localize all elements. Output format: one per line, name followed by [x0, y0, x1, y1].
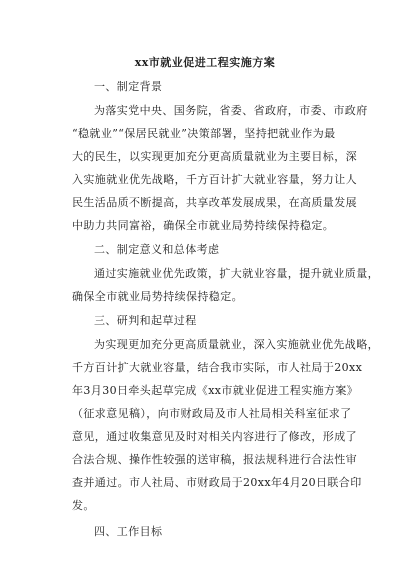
- section-heading-1: 一、制定背景: [94, 80, 163, 93]
- paragraph-line: 合法合规、操作性较强的送审稿，报法规科进行合法性审: [72, 453, 357, 466]
- paragraph-line: 民生活品质不断提高，共享改革发展成果，在高质量发展: [72, 196, 357, 209]
- paragraph-line: 为落实党中央、国务院，省委、省政府，市委、市政府: [94, 104, 368, 117]
- paragraph-line: 千方百计扩大就业容量，结合我市实际，市人社局于20xx: [72, 361, 363, 374]
- paragraph-line: 确保全市就业局势持续保持稳定。: [72, 290, 243, 303]
- paragraph-line: 中助力共同富裕，确保全市就业局势持续保持稳定。: [72, 219, 335, 232]
- paragraph-line: 发。: [72, 499, 95, 512]
- paragraph-line: 入实施就业优先战略，千方百计扩大就业容量，努力让人: [72, 173, 357, 186]
- section-heading-2: 二、制定意义和总体考虑: [94, 243, 220, 256]
- paragraph-line: （征求意见稿），向市财政局及市人社局相关科室征求了: [72, 407, 352, 420]
- paragraph-line: 意见，通过收集意见及时对相关内容进行了修改，形成了: [72, 430, 357, 443]
- paragraph-line: 年3月30日牵头起草完成《xx市就业促进工程实施方案》: [72, 384, 359, 397]
- section-heading-4: 四、工作目标: [94, 525, 163, 538]
- paragraph-line: 查并通过。市人社局、市财政局于20xx年4月20日联合印: [72, 476, 362, 489]
- document-title: xx市就业促进工程实施方案: [134, 56, 276, 69]
- paragraph-line: 通过实施就业优先政策，扩大就业容量，提升就业质量，: [94, 267, 379, 280]
- paragraph-line: 大的民生，以实现更加充分更高质量就业为主要目标，深: [72, 150, 357, 163]
- paragraph-line: 为实现更加充分更高质量就业，深入实施就业优先战略，: [94, 338, 379, 351]
- paragraph-line: “稳就业”“保居民就业”决策部署，坚持把就业作为最: [72, 127, 336, 140]
- section-heading-3: 三、研判和起草过程: [94, 314, 197, 327]
